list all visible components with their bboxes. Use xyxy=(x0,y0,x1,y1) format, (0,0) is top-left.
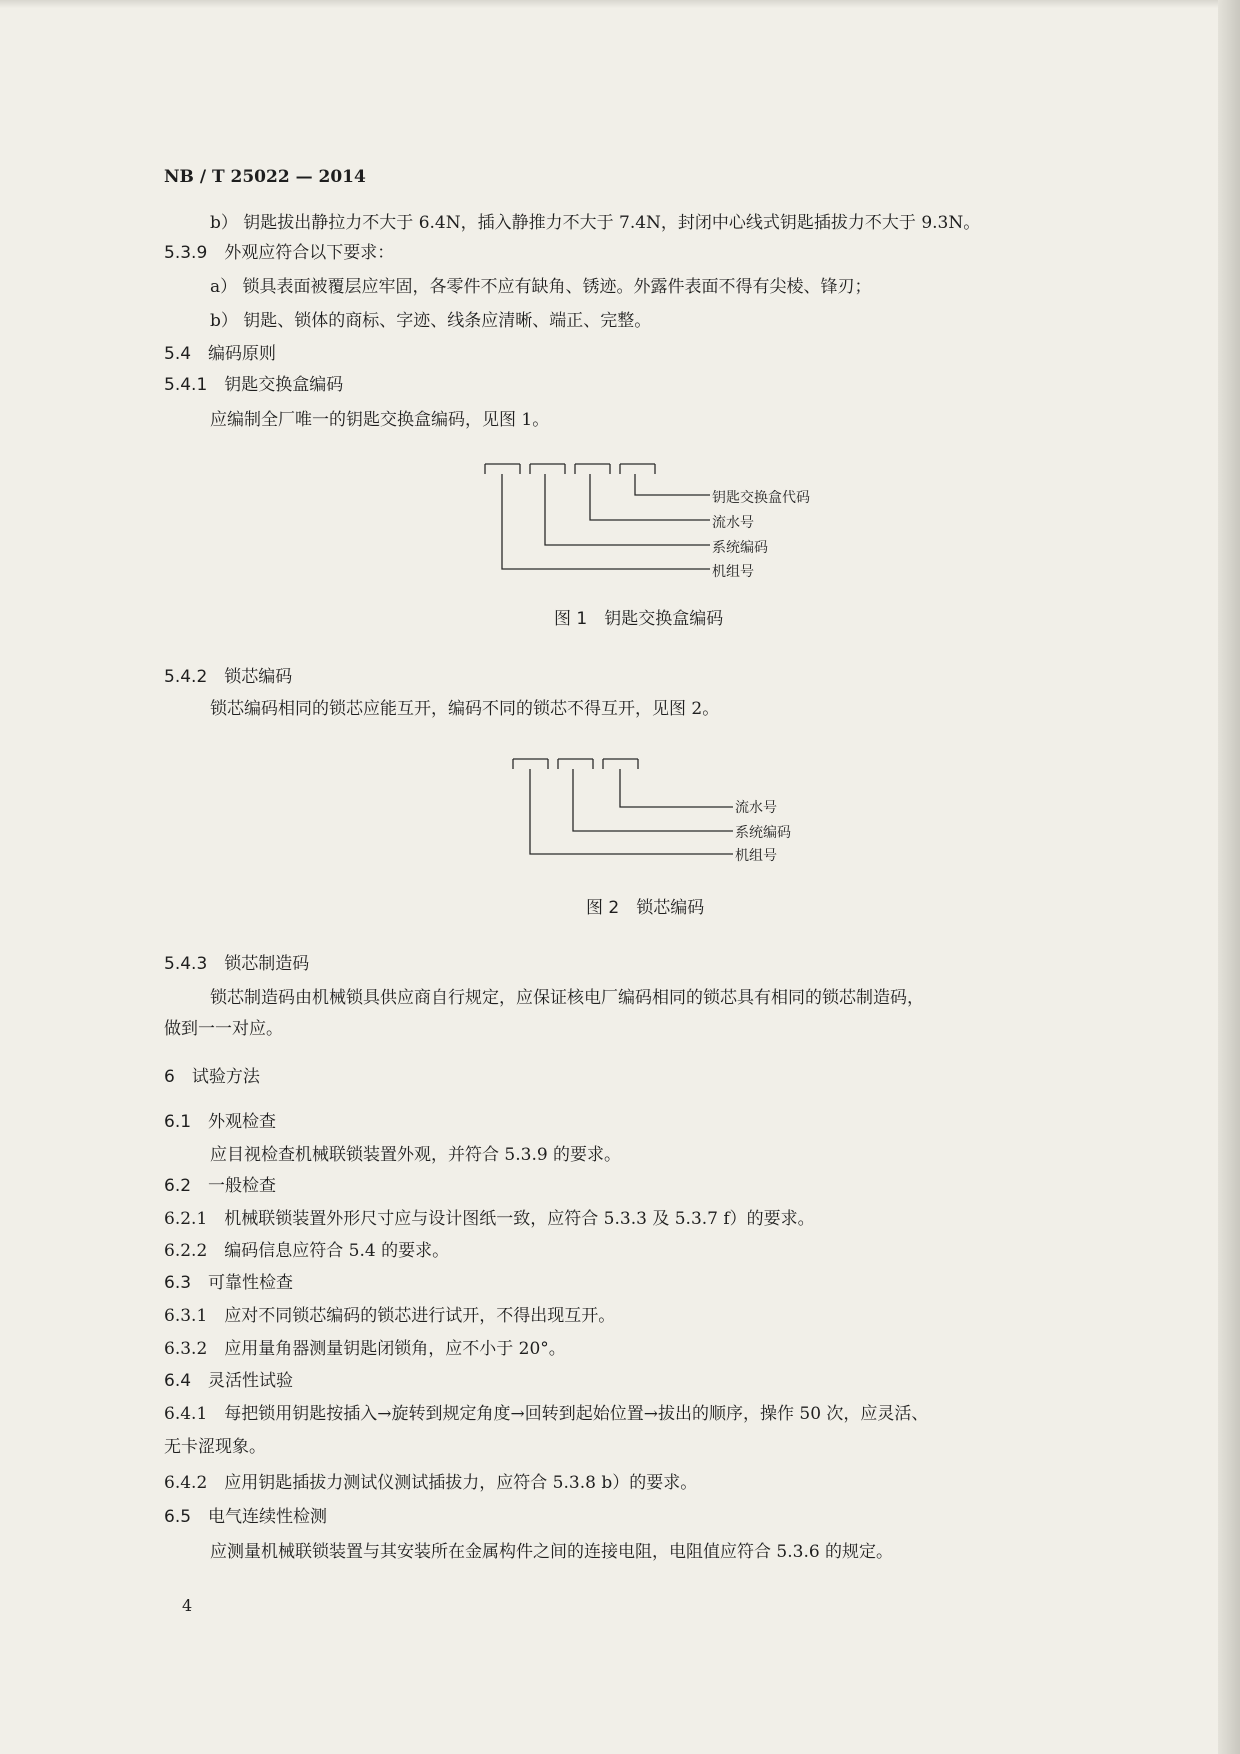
clause-6-1-body: 应目视检查机械联锁装置外观，并符合 5.3.9 的要求。 xyxy=(210,1145,622,1165)
clause-6-5-body: 应测量机械联锁装置与其安装所在金属构件之间的连接电阻，电阻值应符合 5.3.6 的规定。 xyxy=(210,1542,894,1562)
clause-6-4-1-line2: 无卡涩现象。 xyxy=(164,1437,266,1457)
clause-6-2-heading: 6.2 一般检查 xyxy=(164,1176,277,1196)
clause-6-5-heading: 6.5 电气连续性检测 xyxy=(164,1507,328,1527)
item-b-marking: b） 钥匙、锁体的商标、字迹、线条应清晰、端正、完整。 xyxy=(210,311,652,331)
figure-1-label-serial: 流水号 xyxy=(712,515,754,531)
clause-5-3-9: 5.3.9 外观应符合以下要求： xyxy=(164,243,395,263)
clause-6-1-heading: 6.1 外观检查 xyxy=(164,1112,277,1132)
section-5-4-heading: 5.4 编码原则 xyxy=(164,344,277,364)
figure-1-label-system: 系统编码 xyxy=(712,540,768,556)
figure-2-label-unit: 机组号 xyxy=(735,848,777,864)
page-number: 4 xyxy=(182,1596,193,1615)
clause-6-3-1: 6.3.1 应对不同锁芯编码的锁芯进行试开，不得出现互开。 xyxy=(164,1306,616,1326)
clause-6-4-2: 6.4.2 应用钥匙插拔力测试仪测试插拔力，应符合 5.3.8 b）的要求。 xyxy=(164,1473,698,1493)
clause-5-4-1-heading: 5.4.1 钥匙交换盒编码 xyxy=(164,375,344,395)
figure-2-diagram xyxy=(508,750,738,862)
item-a-surface: a） 锁具表面被覆层应牢固，各零件不应有缺角、锈迹。外露件表面不得有尖棱、锋刃； xyxy=(210,277,872,297)
standard-id-header: NB / T 25022 — 2014 xyxy=(164,167,366,187)
clause-6-3-heading: 6.3 可靠性检查 xyxy=(164,1273,294,1293)
figure-1-diagram xyxy=(480,455,710,575)
figure-1-label-box-code: 钥匙交换盒代码 xyxy=(712,490,810,506)
clause-5-4-1-body: 应编制全厂唯一的钥匙交换盒编码，见图 1。 xyxy=(210,410,550,430)
clause-6-3-2: 6.3.2 应用量角器测量钥匙闭锁角，应不小于 20°。 xyxy=(164,1339,566,1359)
item-b-key-force: b） 钥匙拔出静拉力不大于 6.4N，插入静推力不大于 7.4N，封闭中心线式钥匙插拔力不大于 9.3N。 xyxy=(210,213,981,233)
clause-5-4-2-body: 锁芯编码相同的锁芯应能互开，编码不同的锁芯不得互开，见图 2。 xyxy=(210,699,720,719)
section-6-heading: 6 试验方法 xyxy=(164,1067,260,1087)
page-right-shadow xyxy=(1218,0,1240,1754)
clause-5-4-3-heading: 5.4.3 锁芯制造码 xyxy=(164,954,310,974)
clause-6-2-1: 6.2.1 机械联锁装置外形尺寸应与设计图纸一致，应符合 5.3.3 及 5.3.7 f）的要求。 xyxy=(164,1209,815,1229)
clause-6-4-1-line1: 6.4.1 每把锁用钥匙按插入→旋转到规定角度→回转到起始位置→拔出的顺序，操作 50 次，应灵活、 xyxy=(164,1404,929,1424)
figure-2-label-system: 系统编码 xyxy=(735,825,791,841)
figure-2-label-serial: 流水号 xyxy=(735,800,777,816)
clause-6-4-heading: 6.4 灵活性试验 xyxy=(164,1371,294,1391)
clause-5-4-2-heading: 5.4.2 锁芯编码 xyxy=(164,667,293,687)
figure-2-caption: 图 2 锁芯编码 xyxy=(586,898,705,918)
figure-1-caption: 图 1 钥匙交换盒编码 xyxy=(554,609,724,629)
page-top-shadow xyxy=(0,0,1218,8)
clause-5-4-3-body-line2: 做到一一对应。 xyxy=(164,1019,283,1039)
clause-5-4-3-body-line1: 锁芯制造码由机械锁具供应商自行规定，应保证核电厂编码相同的锁芯具有相同的锁芯制造码， xyxy=(210,988,924,1008)
figure-1-label-unit: 机组号 xyxy=(712,564,754,580)
clause-6-2-2: 6.2.2 编码信息应符合 5.4 的要求。 xyxy=(164,1241,450,1261)
